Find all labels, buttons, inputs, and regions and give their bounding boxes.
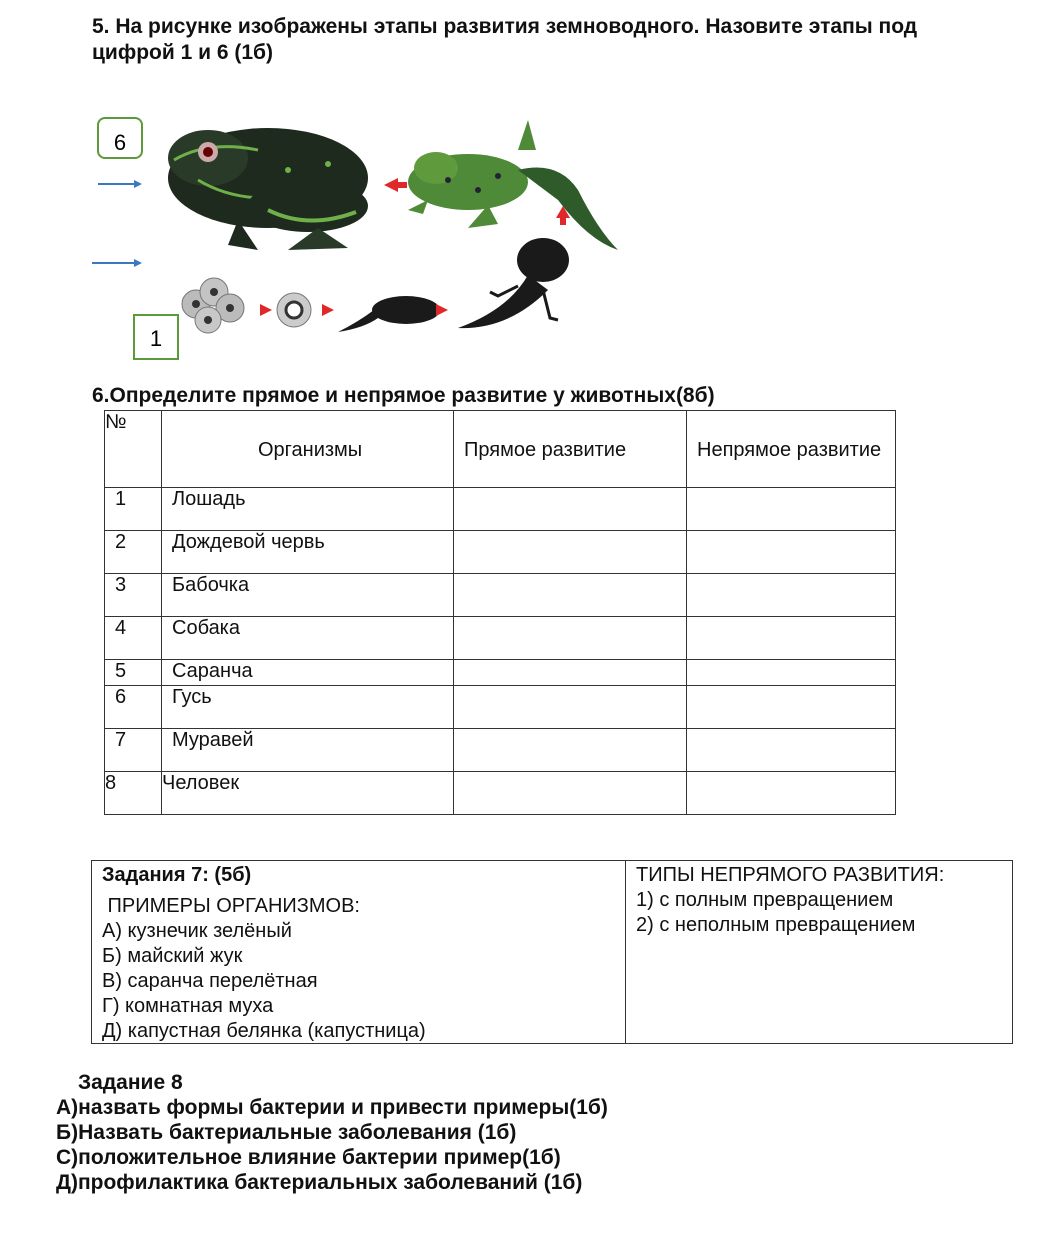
example-item: Б) майский жук — [102, 945, 243, 967]
frog-lifecycle-figure — [88, 110, 648, 370]
example-item: Г) комнатная муха — [102, 995, 274, 1017]
indirect-cell — [687, 488, 896, 531]
adult-frog-image — [168, 128, 368, 250]
question-6-title: 6.Определите прямое и непрямое развитие у животных(8б) — [92, 384, 715, 407]
blue-arrow-top — [98, 180, 142, 188]
red-arrow-3 — [436, 304, 448, 316]
direct-cell — [454, 574, 687, 617]
table-row — [105, 660, 896, 686]
type-item: 1) с полным превращением — [636, 889, 894, 911]
row-num: 7 — [105, 729, 162, 772]
row-organism: Человек — [162, 772, 454, 815]
task-7-title: Задания 7: (5б) — [102, 864, 252, 886]
red-arrow-left — [384, 178, 398, 192]
row-num: 5 — [105, 660, 162, 686]
eggs-image — [182, 278, 244, 333]
task-7-box — [91, 860, 1013, 1044]
types-title: ТИПЫ НЕПРЯМОГО РАЗВИТИЯ: — [636, 864, 945, 886]
task-7-types — [626, 861, 1012, 1045]
tadpole-image — [338, 296, 440, 332]
table-row — [105, 531, 896, 574]
task-8-item: Д)профилактика бактериальных заболеваний (1б) — [56, 1171, 583, 1194]
indirect-cell — [687, 531, 896, 574]
example-item: В) саранча перелётная — [102, 970, 318, 992]
question-5-line1: 5. На рисунке изображены этапы развития земноводного. Назовите этапы под — [92, 15, 918, 38]
table-row — [105, 488, 896, 531]
froglet-image — [408, 120, 618, 250]
row-organism: Муравей — [162, 729, 454, 772]
embryo-image — [277, 293, 311, 327]
task-8-item: Б)Назвать бактериальные заболевания (1б) — [56, 1121, 517, 1144]
table-row — [105, 686, 896, 729]
question-5-title — [92, 14, 992, 66]
row-organism: Саранча — [162, 660, 454, 686]
example-item: А) кузнечик зелёный — [102, 920, 292, 942]
header-organisms: Организмы — [162, 411, 454, 488]
row-organism: Бабочка — [162, 574, 454, 617]
row-organism: Дождевой червь — [162, 531, 454, 574]
task-8-title: Задание 8 — [78, 1071, 183, 1094]
row-num: 6 — [105, 686, 162, 729]
header-indirect: Непрямое развитие — [687, 411, 896, 488]
table-header-row — [105, 411, 896, 488]
red-arrow-1 — [260, 304, 272, 316]
stage-1-label: 1 — [149, 326, 163, 351]
tadpole-with-legs-image — [458, 238, 569, 328]
indirect-cell — [687, 660, 896, 686]
direct-cell — [454, 617, 687, 660]
development-table — [104, 410, 896, 815]
row-num: 2 — [105, 531, 162, 574]
header-num: № — [105, 411, 162, 488]
question-5-line2: цифрой 1 и 6 (1б) — [92, 41, 274, 64]
task-8 — [56, 1070, 608, 1195]
red-arrow-2 — [322, 304, 334, 316]
row-num: 3 — [105, 574, 162, 617]
direct-cell — [454, 686, 687, 729]
row-num: 1 — [105, 488, 162, 531]
row-organism: Гусь — [162, 686, 454, 729]
indirect-cell — [687, 772, 896, 815]
indirect-cell — [687, 686, 896, 729]
example-item: Д) капустная белянка (капустница) — [102, 1020, 426, 1042]
indirect-cell — [687, 574, 896, 617]
examples-title: ПРИМЕРЫ ОРГАНИЗМОВ: — [102, 895, 360, 917]
direct-cell — [454, 660, 687, 686]
table-row — [105, 729, 896, 772]
row-organism: Лошадь — [162, 488, 454, 531]
direct-cell — [454, 729, 687, 772]
header-direct: Прямое развитие — [454, 411, 687, 488]
indirect-cell — [687, 617, 896, 660]
table-row — [105, 772, 896, 815]
task-7-examples — [92, 861, 626, 1043]
row-num: 8 — [105, 772, 162, 815]
task-8-item: С)положительное влияние бактерии пример(1б) — [56, 1146, 561, 1169]
type-item: 2) с неполным превращением — [636, 914, 916, 936]
row-organism: Собака — [162, 617, 454, 660]
task-8-item: А)назвать формы бактерии и привести примеры(1б) — [56, 1096, 608, 1119]
row-num: 4 — [105, 617, 162, 660]
direct-cell — [454, 531, 687, 574]
direct-cell — [454, 488, 687, 531]
blue-arrow-bottom — [92, 259, 142, 267]
table-row — [105, 574, 896, 617]
indirect-cell — [687, 729, 896, 772]
stage-6-label: 6 — [113, 130, 127, 155]
table-row — [105, 617, 896, 660]
direct-cell — [454, 772, 687, 815]
